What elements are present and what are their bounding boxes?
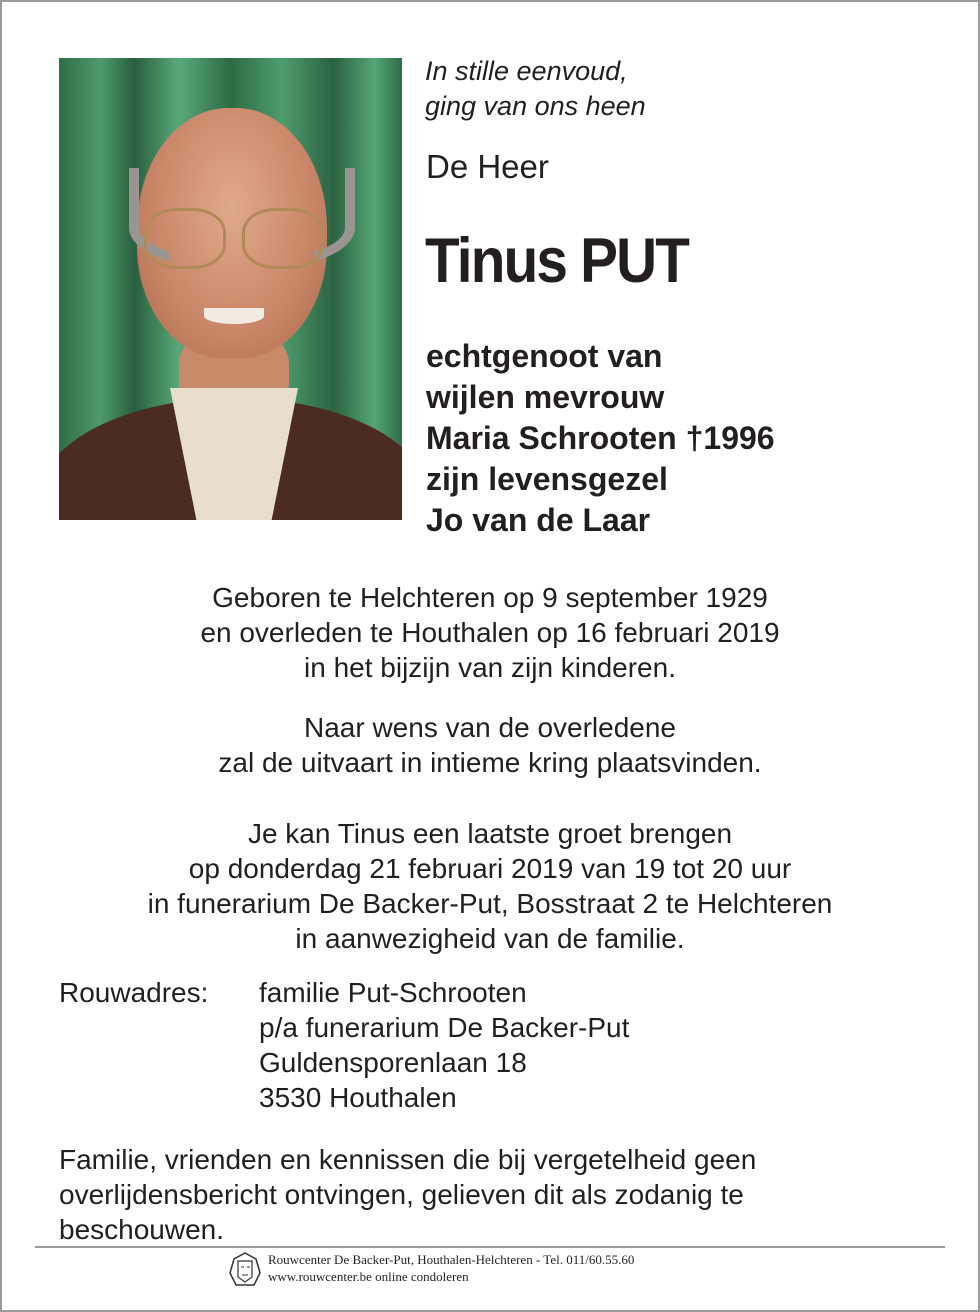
funeral-info [0, 710, 980, 780]
footer-website[interactable]: www.rouwcenter.be online condoleren [268, 1269, 469, 1284]
footer-contact: Rouwcenter De Backer-Put, Houthalen-Helchteren - Tel. 011/60.55.60 [268, 1252, 635, 1267]
relation-line: Jo van de Laar [426, 502, 651, 538]
text-line: Naar wens van de overledene [303, 712, 676, 743]
intro-line: In stille eenvoud, [425, 56, 628, 86]
honorific: De Heer [426, 148, 549, 185]
relation-line: echtgenoot van [426, 338, 663, 374]
text-line: Je kan Tinus een laatste groet brengen [247, 818, 733, 849]
text-line: zal de uitvaart in intieme kring plaatsvinden. [218, 747, 762, 778]
text-line: in funerarium De Backer-Put, Bosstraat 2 te Helchteren [147, 888, 833, 919]
text-line: in het bijzijn van zijn kinderen. [304, 652, 676, 683]
birth-death-info [0, 580, 980, 685]
text-line: en overleden te Houthalen op 16 februari 2019 [200, 617, 780, 648]
address-label: Rouwadres: [59, 977, 209, 1008]
closing-note: Familie, vrienden en kennissen die bij vergetelheid geen overlijdensbericht ontvingen, gelieven dit als zodanig te beschouwen. [59, 1144, 757, 1245]
intro-text [425, 54, 646, 124]
relation-line: zijn levensgezel [426, 461, 668, 497]
address-line: Guldensporenlaan 18 [259, 1047, 527, 1078]
relations [426, 336, 775, 541]
pharaoh-logo-icon [228, 1251, 262, 1287]
relation-line: Maria Schrooten †1996 [426, 420, 775, 456]
address-line: p/a funerarium De Backer-Put [259, 1012, 630, 1043]
text-line: Geboren te Helchteren op 9 september 1929 [212, 582, 768, 613]
text-line: in aanwezigheid van de familie. [295, 923, 685, 954]
address-line: 3530 Houthalen [259, 1082, 457, 1113]
address-line: familie Put-Schrooten [259, 977, 527, 1008]
deceased-name: Tinus PUT [425, 226, 689, 296]
portrait-photo [59, 58, 402, 520]
relation-line: wijlen mevrouw [426, 379, 665, 415]
visitation-info [0, 816, 980, 956]
footer-divider [35, 1246, 945, 1248]
text-line: op donderdag 21 februari 2019 van 19 tot 20 uur [188, 853, 792, 884]
intro-line: ging van ons heen [425, 91, 646, 121]
